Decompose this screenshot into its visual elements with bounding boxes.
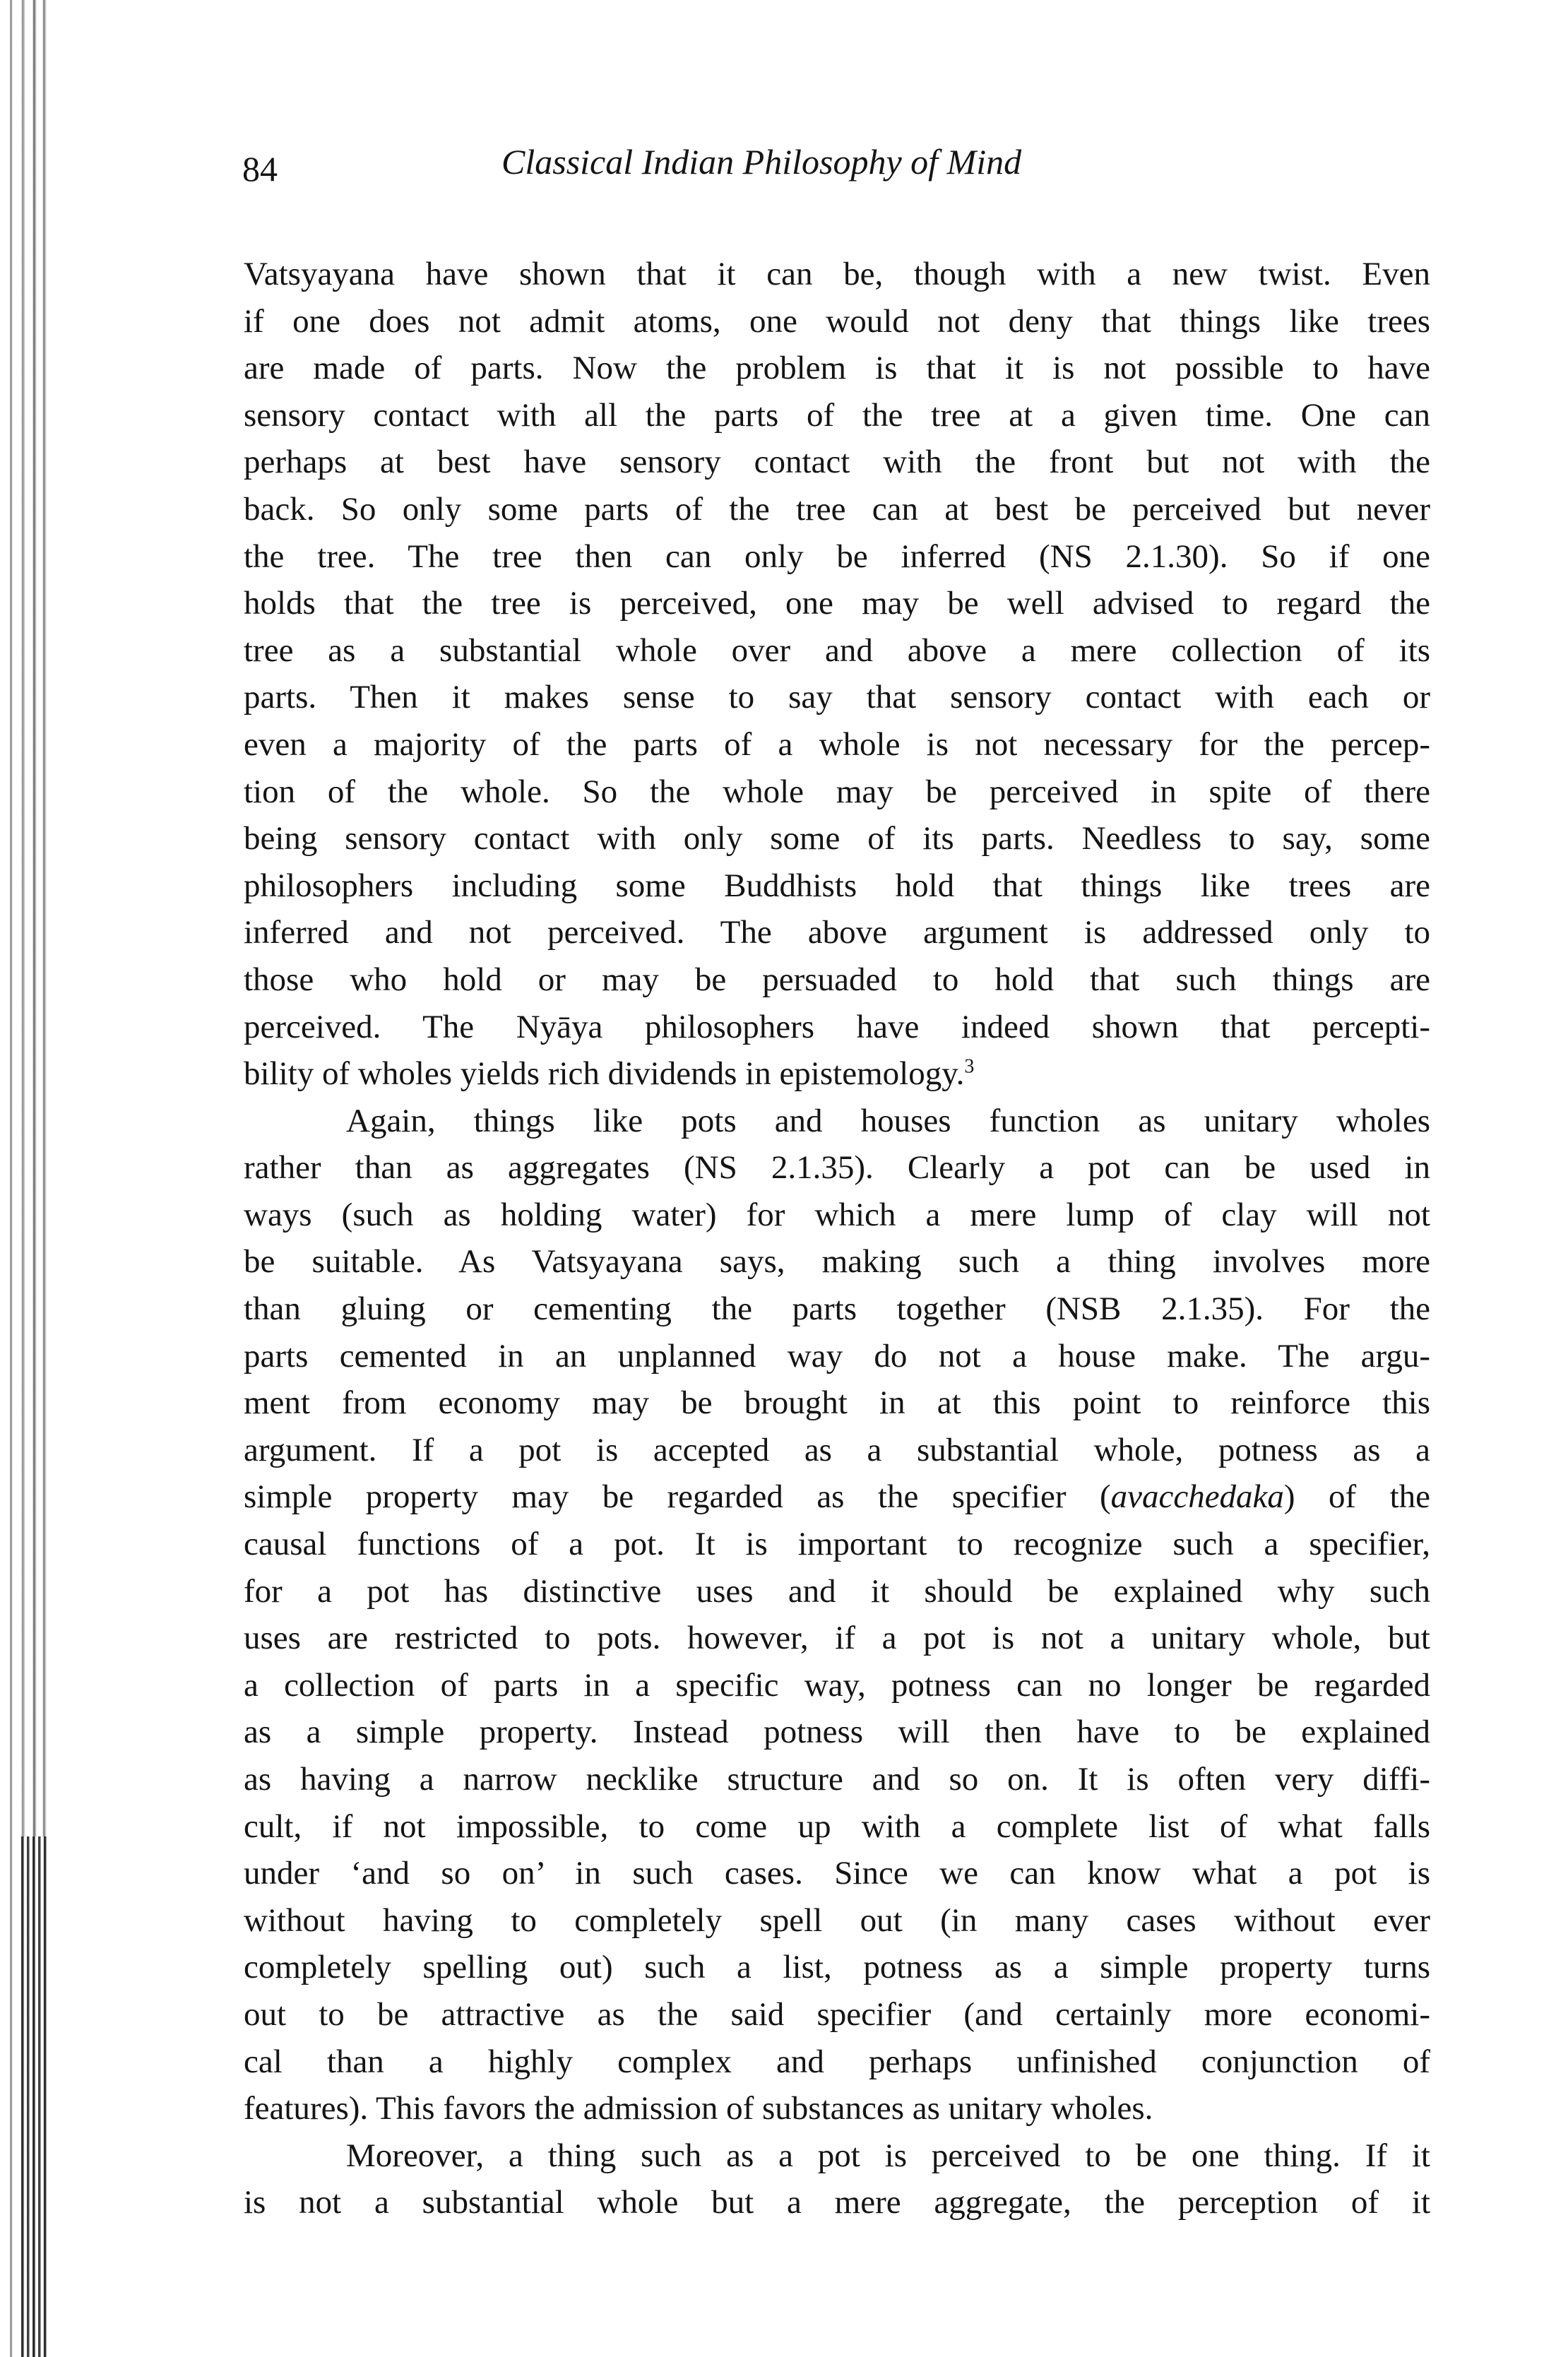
text-segment: is not a substantial whole but a mere aggregate, the perception of it [244, 2184, 1430, 2221]
text-line [244, 2038, 1430, 2086]
text-segment: Moreover, a thing such as a pot is perceived to be one thing. If it [346, 2137, 1430, 2174]
body-text [244, 251, 1430, 2226]
paragraph [244, 251, 1430, 1098]
footnote-reference: 3 [964, 1055, 975, 1078]
text-line [244, 1709, 1430, 1756]
text-line [244, 533, 1430, 581]
text-segment: even a majority of the parts of a whole is not necessary for the percep- [244, 725, 1430, 763]
text-line [244, 721, 1430, 768]
running-title: Classical Indian Philosophy of Mind [501, 142, 1022, 182]
text-segment: rather than as aggregates (NS 2.1.35). Clearly a pot can be used in [244, 1149, 1430, 1187]
text-segment: argument. If a pot is accepted as a substantial whole, potness as a [244, 1431, 1430, 1468]
text-segment: Again, things like pots and houses function as unitary wholes [346, 1102, 1430, 1139]
text-line [244, 862, 1430, 910]
text-segment: simple property may be regarded as the specifier ( [244, 1478, 1111, 1516]
text-segment: cal than a highly complex and perhaps unfinished conjunction of [244, 2043, 1430, 2080]
text-segment: sensory contact with all the parts of the tree at a given time. One can [244, 396, 1430, 434]
text-line [244, 580, 1430, 627]
text-segment: ) of the [1283, 1478, 1430, 1516]
text-segment: features). This favors the admission of substances as unitary wholes. [244, 2090, 1153, 2127]
text-segment: parts cemented in an unplanned way do not a house make. The argu- [244, 1337, 1430, 1375]
text-line [244, 2179, 1430, 2226]
text-segment: completely spelling out) such a list, potness as a simple property turns [244, 1949, 1430, 1986]
text-segment: being sensory contact with only some of its parts. Needless to say, some [244, 820, 1430, 857]
text-line [244, 1803, 1430, 1851]
text-line [244, 1756, 1430, 1803]
text-line [244, 1144, 1430, 1192]
text-line [244, 1615, 1430, 1662]
text-line [244, 1897, 1430, 1945]
text-line [244, 1991, 1430, 2038]
text-line [244, 1098, 1430, 1145]
text-segment: uses are restricted to pots. however, if a pot is not a unitary whole, but [244, 1620, 1430, 1657]
text-line [244, 1850, 1430, 1897]
text-line [244, 2132, 1430, 2180]
text-line [244, 1944, 1430, 1991]
text-segment: those who hold or may be persuaded to hold that such things are [244, 961, 1430, 998]
text-line [244, 627, 1430, 675]
page-number: 84 [242, 149, 278, 189]
text-line [244, 2085, 1430, 2132]
text-line [244, 486, 1430, 533]
text-segment: than gluing or cementing the parts together (NSB 2.1.35). For the [244, 1290, 1430, 1328]
text-line [244, 345, 1430, 392]
text-segment: out to be attractive as the said specifier (and certainly more economi- [244, 1995, 1430, 2033]
text-segment: cult, if not impossible, to come up with a complete list of what falls [244, 1807, 1430, 1845]
text-segment: parts. Then it makes sense to say that sensory contact with each or [244, 679, 1430, 716]
text-segment: bility of wholes yields rich dividends in epistemology. [244, 1055, 965, 1093]
paragraph [244, 1098, 1430, 2132]
text-segment: philosophers including some Buddhists hold that things like trees are [244, 867, 1430, 904]
text-segment: as having a narrow necklike structure and so on. It is often very diffi- [244, 1761, 1430, 1798]
text-line [244, 1473, 1430, 1521]
text-line [244, 1192, 1430, 1239]
text-segment: are made of parts. Now the problem is that it is not possible to have [244, 350, 1430, 387]
text-line [244, 1050, 1430, 1098]
text-segment: causal functions of a pot. It is important to recognize such a specifier, [244, 1526, 1430, 1563]
text-line [244, 392, 1430, 439]
text-segment: if one does not admit atoms, one would not deny that things like trees [244, 302, 1430, 340]
text-segment: as a simple property. Instead potness will then have to be explained [244, 1714, 1430, 1751]
text-segment: for a pot has distinctive uses and it should be explained why such [244, 1572, 1430, 1610]
text-segment: perceived. The Nyāya philosophers have indeed shown that percepti- [244, 1008, 1430, 1045]
text-segment: be suitable. As Vatsyayana says, making such a thing involves more [244, 1243, 1430, 1281]
text-line [244, 674, 1430, 721]
book-binding-shadow [21, 1836, 49, 2357]
text-segment: Vatsyayana have shown that it can be, though with a new twist. Even [244, 256, 1430, 292]
text-segment: ment from economy may be brought in at this point to reinforce this [244, 1384, 1430, 1422]
text-line [244, 909, 1430, 956]
text-segment: ways (such as holding water) for which a mere lump of clay will not [244, 1196, 1430, 1233]
text-line [244, 768, 1430, 816]
text-line [244, 956, 1430, 1004]
text-line [244, 1379, 1430, 1427]
text-line [244, 1427, 1430, 1474]
text-line [244, 251, 1430, 298]
italic-term: avacchedaka [1110, 1478, 1284, 1516]
text-segment: back. So only some parts of the tree can at best be perceived but never [244, 490, 1430, 528]
text-line [244, 439, 1430, 486]
text-segment: without having to completely spell out (in many cases without ever [244, 1901, 1430, 1939]
text-line [244, 1568, 1430, 1615]
text-line [244, 1004, 1430, 1051]
text-segment: the tree. The tree then can only be inferred (NS 2.1.30). So if one [244, 538, 1430, 575]
text-segment: holds that the tree is perceived, one may be well advised to regard the [244, 585, 1430, 622]
paragraph [244, 2132, 1430, 2226]
text-segment: a collection of parts in a specific way, potness can no longer be regarded [244, 1666, 1430, 1704]
text-segment: perhaps at best have sensory contact with the front but not with the [244, 444, 1430, 481]
text-line [244, 815, 1430, 862]
text-segment: tree as a substantial whole over and above a mere collection of its [244, 631, 1430, 669]
text-segment: inferred and not perceived. The above argument is addressed only to [244, 914, 1430, 951]
text-line [244, 1662, 1430, 1709]
text-line [244, 1286, 1430, 1333]
text-segment: under ‘and so on’ in such cases. Since we can know what a pot is [244, 1855, 1430, 1892]
text-line [244, 1333, 1430, 1380]
text-segment: tion of the whole. So the whole may be perceived in spite of there [244, 773, 1430, 810]
text-line [244, 1521, 1430, 1568]
text-line [244, 1238, 1430, 1286]
text-line [244, 298, 1430, 345]
